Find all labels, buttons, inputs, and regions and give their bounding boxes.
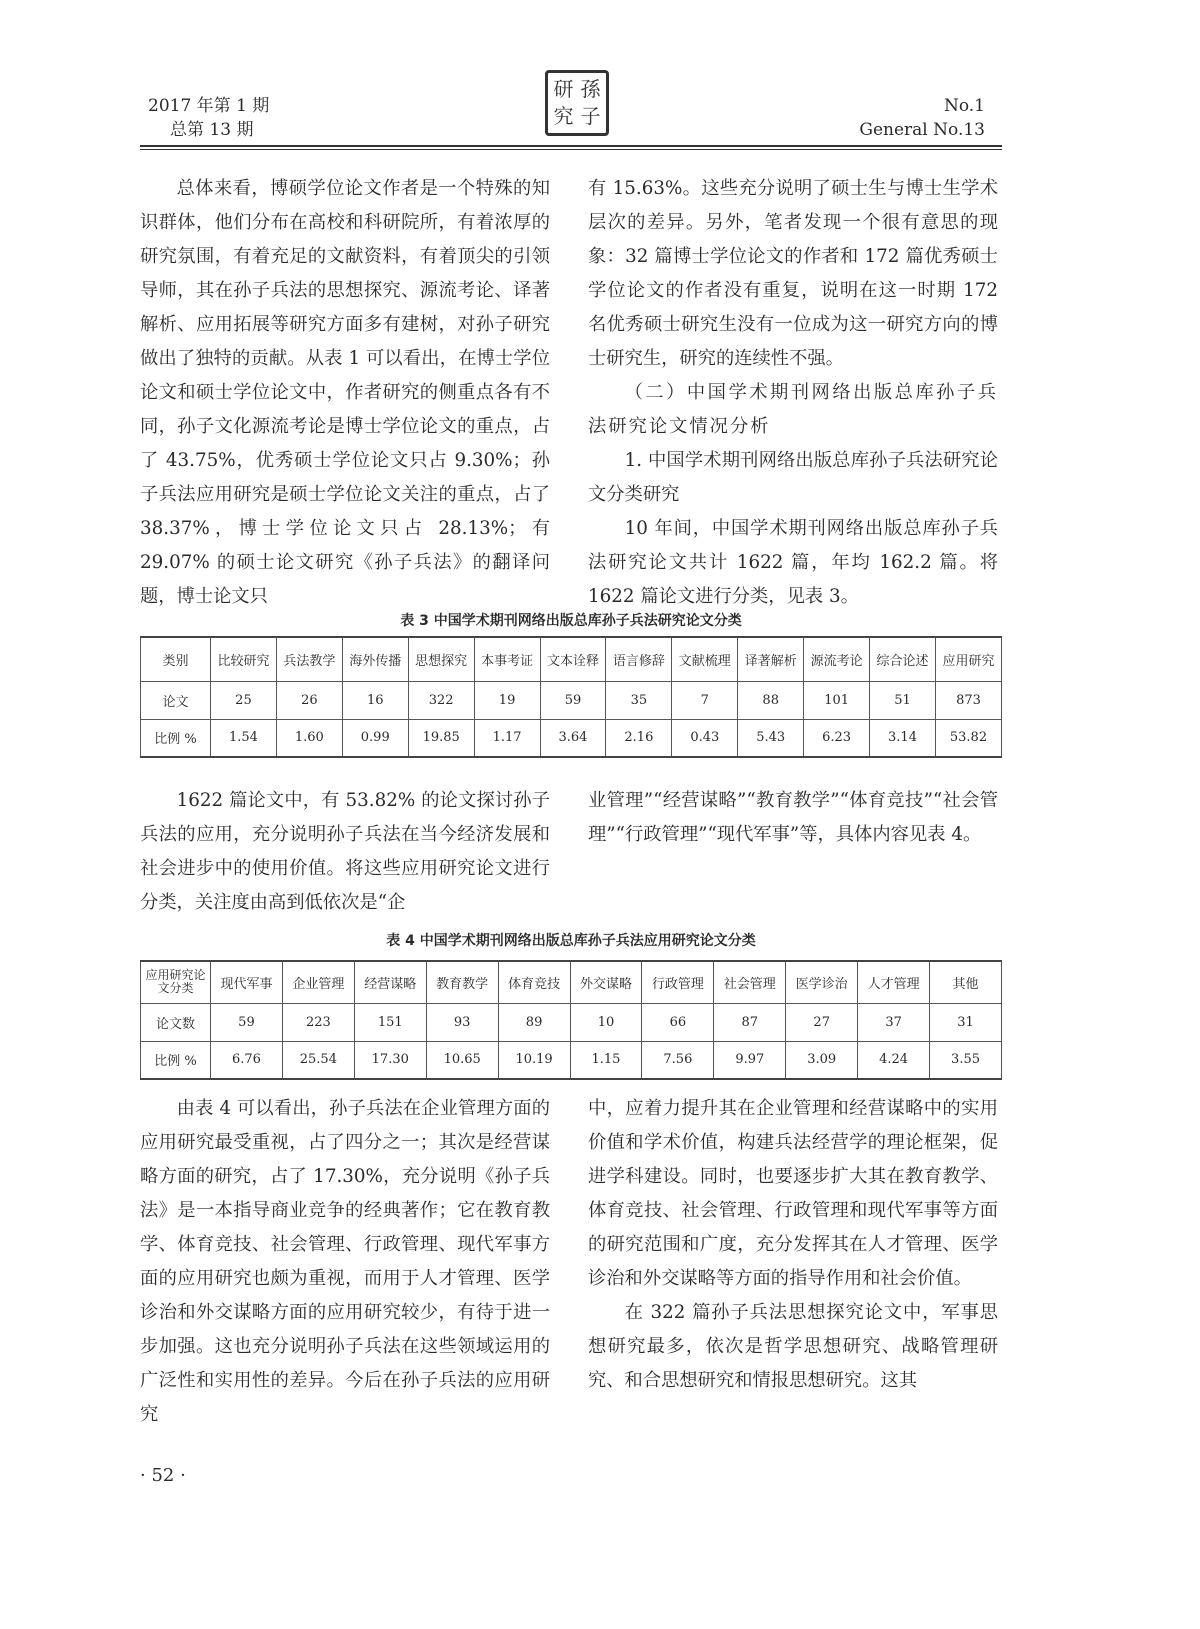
table-cell: 文本诠释	[540, 637, 606, 681]
table-cell: 文献梳理	[672, 637, 738, 681]
table-cell: 322	[408, 681, 474, 719]
table-cell: 论文	[141, 681, 211, 719]
table-cell: 6.23	[804, 719, 870, 757]
table-cell: 本事考证	[474, 637, 540, 681]
table-cell: 87	[714, 1003, 786, 1041]
table-cell: 17.30	[354, 1041, 426, 1079]
table-cell: 现代军事	[211, 961, 283, 1003]
column-left-top	[140, 172, 550, 614]
table-cell: 1.54	[211, 719, 277, 757]
table-cell: 其他	[930, 961, 1002, 1003]
table-cell: 9.97	[714, 1041, 786, 1079]
table-cell: 比较研究	[211, 637, 277, 681]
table-cell: 223	[282, 1003, 354, 1041]
table-cell: 外交谋略	[570, 961, 642, 1003]
column-left-bottom	[140, 1092, 550, 1432]
table-cell: 2.16	[606, 719, 672, 757]
table-cell: 经营谋略	[354, 961, 426, 1003]
table-cell: 25	[211, 681, 277, 719]
table-cell: 26	[276, 681, 342, 719]
table-header-row	[141, 637, 1002, 681]
table-cell: 类别	[141, 637, 211, 681]
table-cell: 4.24	[858, 1041, 930, 1079]
table-row	[141, 719, 1002, 757]
table-cell: 37	[858, 1003, 930, 1041]
table-cell: 5.43	[738, 719, 804, 757]
table-cell: 89	[498, 1003, 570, 1041]
table-cell: 教育教学	[426, 961, 498, 1003]
table-cell: 101	[804, 681, 870, 719]
table-cell: 应用研究论文分类	[141, 961, 211, 1003]
table-cell: 16	[342, 681, 408, 719]
table-cell: 7.56	[642, 1041, 714, 1079]
paragraph: 中，应着力提升其在企业管理和经营谋略中的实用价值和学术价值，构建兵法经营学的理论框架，促进学科建设。同时，也要逐步扩大其在教育教学、体育竞技、社会管理、行政管理和现代军事等方面的研究范围和广度，充分发挥其在人才管理、医学诊治和外交谋略等方面的指导作用和社会价值。	[588, 1098, 998, 1289]
table-cell: 3.55	[930, 1041, 1002, 1079]
issue-total-en: General No.13	[859, 120, 985, 140]
paragraph: 业管理”“经营谋略”“教育教学”“体育竞技”“社会管理”“行政管理”“现代军事”等，具体内容见表 4。	[588, 790, 998, 845]
table-cell: 51	[870, 681, 936, 719]
table-cell: 体育竞技	[498, 961, 570, 1003]
table-cell: 1.60	[276, 719, 342, 757]
table-cell: 论文数	[141, 1003, 211, 1041]
table-cell: 10.19	[498, 1041, 570, 1079]
table-cell: 语言修辞	[606, 637, 672, 681]
table-cell: 59	[211, 1003, 283, 1041]
table-cell: 59	[540, 681, 606, 719]
table-cell: 应用研究	[935, 637, 1001, 681]
table-cell: 社会管理	[714, 961, 786, 1003]
page-number: · 52 ·	[140, 1465, 186, 1486]
table-cell: 企业管理	[282, 961, 354, 1003]
table-cell: 19.85	[408, 719, 474, 757]
issue-number-en: No.1	[943, 96, 985, 116]
table-cell: 医学诊治	[786, 961, 858, 1003]
subsection-heading: 1. 中国学术期刊网络出版总库孙子兵法研究论文分类研究	[588, 450, 998, 505]
table-cell: 10.65	[426, 1041, 498, 1079]
table-cell: 译著解析	[738, 637, 804, 681]
table-cell: 25.54	[282, 1041, 354, 1079]
table-cell: 人才管理	[858, 961, 930, 1003]
table-cell: 93	[426, 1003, 498, 1041]
journal-logo: 研 孫 究 子	[545, 70, 609, 136]
table3-caption: 表 3 中国学术期刊网络出版总库孙子兵法研究论文分类	[400, 613, 742, 629]
table-cell: 思想探究	[408, 637, 474, 681]
table-cell: 27	[786, 1003, 858, 1041]
table-cell: 873	[935, 681, 1001, 719]
table-cell: 19	[474, 681, 540, 719]
issue-number: 2017 年第 1 期	[148, 96, 270, 116]
column-right-mid	[588, 784, 998, 852]
table-cell: 源流考论	[804, 637, 870, 681]
table-cell: 7	[672, 681, 738, 719]
table-cell: 比例 %	[141, 1041, 211, 1079]
paragraph: 1622 篇论文中，有 53.82% 的论文探讨孙子兵法的应用，充分说明孙子兵法在当今经济发展和社会进步中的使用价值。将这些应用研究论文进行分类，关注度由高到低依次是“企	[140, 790, 550, 913]
table-cell: 35	[606, 681, 672, 719]
table3	[140, 636, 1002, 758]
table-cell: 1.17	[474, 719, 540, 757]
table-cell: 151	[354, 1003, 426, 1041]
header-rule	[140, 145, 1002, 147]
table-cell: 0.43	[672, 719, 738, 757]
journal-issue	[148, 94, 269, 142]
column-right-bottom	[588, 1092, 998, 1398]
paragraph: 有 15.63%。这些充分说明了硕士生与博士生学术层次的差异。另外，笔者发现一个很有意思的现象：32 篇博士学位论文的作者和 172 篇优秀硕士学位论文的作者没有重复，说明在这一时期 172 名优秀硕士研究生没有一位成为这一研究方向的博士研究生，研究的连续性不强。	[588, 178, 998, 369]
table-cell: 10	[570, 1003, 642, 1041]
section-heading: （二）中国学术期刊网络出版总库孙子兵法研究论文情况分析	[588, 382, 998, 437]
issue-total: 总第 13 期	[170, 120, 254, 140]
table-cell: 1.15	[570, 1041, 642, 1079]
journal-issue-en	[859, 94, 985, 142]
paragraph: 在 322 篇孙子兵法思想探究论文中，军事思想研究最多，依次是哲学思想研究、战略管理研究、和合思想研究和情报思想研究。这其	[588, 1302, 998, 1391]
table-cell: 66	[642, 1003, 714, 1041]
paragraph: 10 年间，中国学术期刊网络出版总库孙子兵法研究论文共计 1622 篇，年均 162.2 篇。将 1622 篇论文进行分类，见表 3。	[588, 518, 998, 607]
table-cell: 53.82	[935, 719, 1001, 757]
table-cell: 兵法教学	[276, 637, 342, 681]
table-cell: 海外传播	[342, 637, 408, 681]
table4	[140, 960, 1002, 1080]
paragraph: 由表 4 可以看出，孙子兵法在企业管理方面的应用研究最受重视，占了四分之一；其次是经营谋略方面的研究，占了 17.30%，充分说明《孙子兵法》是一本指导商业竞争的经典著作；它在教育教学、体育竞技、社会管理、行政管理、现代军事方面的应用研究也颇为重视，而用于人才管理、医学诊治和外交谋略方面的应用研究较少，有待于进一步加强。这也充分说明孙子兵法在这些领域运用的广泛性和实用性的差异。今后在孙子兵法的应用研究	[140, 1098, 550, 1425]
table-cell: 0.99	[342, 719, 408, 757]
column-right-top	[588, 172, 998, 614]
table-row	[141, 1003, 1002, 1041]
table-row	[141, 1041, 1002, 1079]
table-cell: 31	[930, 1003, 1002, 1041]
table-cell: 综合论述	[870, 637, 936, 681]
table-cell: 3.14	[870, 719, 936, 757]
paragraph: 总体来看，博硕学位论文作者是一个特殊的知识群体，他们分布在高校和科研院所，有着浓厚的研究氛围，有着充足的文献资料，有着顶尖的引领导师，其在孙子兵法的思想探究、源流考论、译著解析、应用拓展等研究方面多有建树，对孙子研究做出了独特的贡献。从表 1 可以看出，在博士学位论文和硕士学位论文中，作者研究的侧重点各有不同，孙子文化源流考论是博士学位论文的重点，占了 43.75%，优秀硕士学位论文只占 9.30%；孙子兵法应用研究是硕士学位论文关注的重点，占了 38.37%，博士学位论文只占 28.13%；有 29.07% 的硕士论文研究《孙子兵法》的翻译问题，博士论文只	[140, 178, 550, 607]
table-row	[141, 681, 1002, 719]
table-cell: 比例 %	[141, 719, 211, 757]
table-cell: 6.76	[211, 1041, 283, 1079]
table-cell: 3.09	[786, 1041, 858, 1079]
table-cell: 3.64	[540, 719, 606, 757]
table4-caption: 表 4 中国学术期刊网络出版总库孙子兵法应用研究论文分类	[386, 933, 756, 949]
table-cell: 行政管理	[642, 961, 714, 1003]
column-left-mid	[140, 784, 550, 920]
table-cell: 88	[738, 681, 804, 719]
header-rule-thin	[140, 149, 1002, 150]
table-header-row	[141, 961, 1002, 1003]
